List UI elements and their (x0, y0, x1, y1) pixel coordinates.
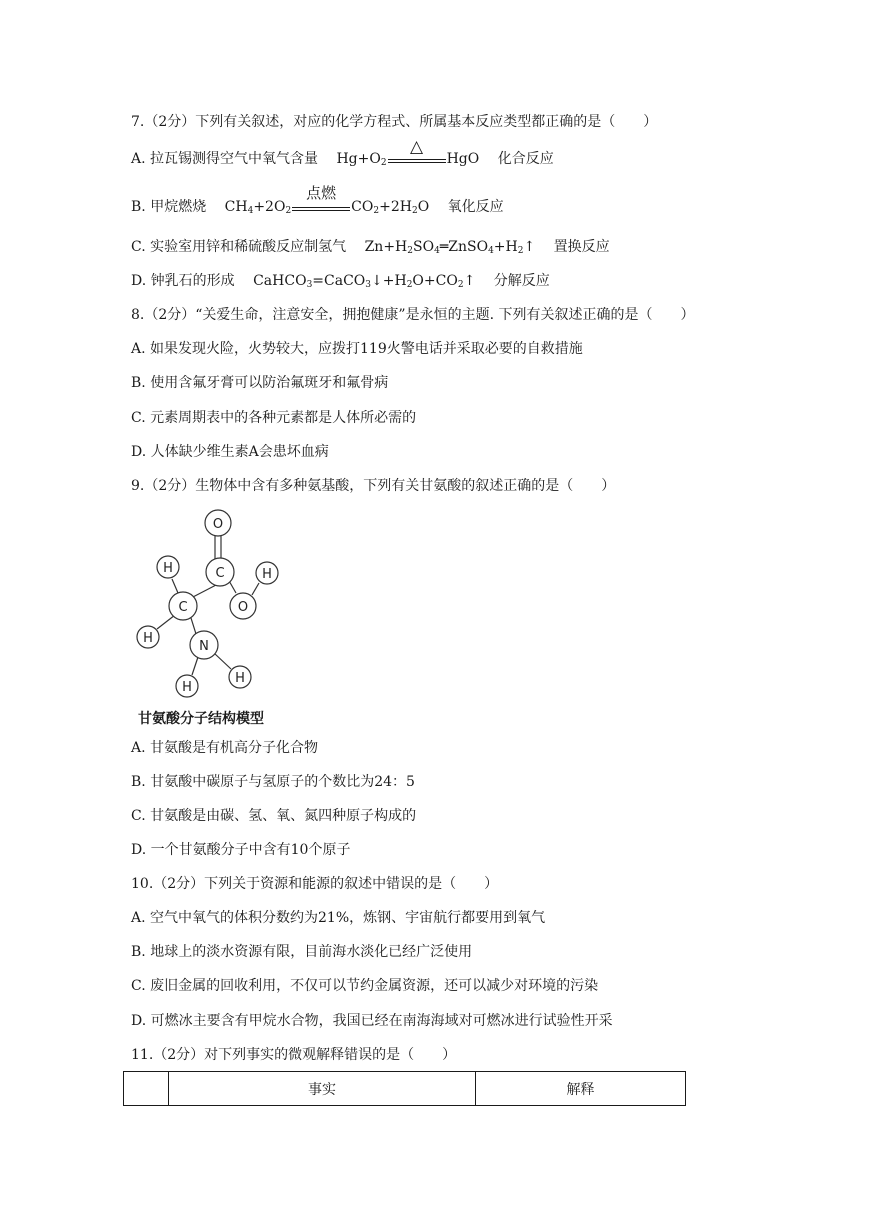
q8-stem: 8.（2分）“关爱生命，注意安全，拥抱健康”是永恒的主题. 下列有关叙述正确的是（ ） (131, 307, 695, 323)
svg-text:O: O (237, 600, 249, 615)
table-header-explanation: 解释 (476, 1072, 686, 1106)
q7-b-eq-1: CH (224, 199, 248, 215)
q7-d-sub-2: 3 (365, 280, 372, 290)
q7-a-rhs: HgO (446, 151, 480, 167)
q10-option-b: B. 地球上的淡水资源有限，目前海水淡化已经广泛使用 (131, 944, 473, 960)
atom-h-bottom-right (229, 666, 251, 688)
table-header-fact: 事实 (169, 1072, 476, 1106)
q7-c-reaction-type: 置换反应 (553, 239, 610, 255)
svg-text:H: H (163, 561, 173, 576)
q11-table (123, 1071, 686, 1106)
svg-text:N: N (199, 639, 209, 654)
q7-c-text: C. 实验室用锌和稀硫酸反应制氢气 (131, 239, 347, 255)
q10-option-c: C. 废旧金属的回收利用，不仅可以节约金属资源，还可以减少对环境的污染 (131, 978, 599, 994)
q7-d-sub-1: 3 (306, 280, 313, 290)
molecule-caption: 甘氨酸分子结构模型 (138, 711, 264, 727)
q8-option-d: D. 人体缺少维生素A会患坏血病 (131, 444, 329, 460)
q7-d-sub-4: 2 (457, 280, 464, 290)
q7-c-eq-1: Zn+H (364, 239, 408, 255)
q7-b-eq-2: +2O (253, 199, 286, 215)
q7-b-text: B. 甲烷燃烧 (131, 199, 207, 215)
q7-c-eq-4: +H (493, 239, 518, 255)
q7-option-d (131, 272, 550, 290)
q7-stem: 7.（2分）下列有关叙述，对应的化学方程式、所属基本反应类型都正确的是（ ） (131, 114, 658, 130)
q9-option-c: C. 甘氨酸是由碳、氢、氧、氮四种原子构成的 (131, 808, 417, 824)
q7-a-text: A. 拉瓦锡测得空气中氧气含量 (131, 151, 319, 167)
q7-c-eq-3: ═ZnSO (439, 239, 489, 255)
q7-b-condition (292, 184, 350, 216)
atom-n (190, 631, 218, 659)
svg-text:C: C (215, 566, 225, 581)
q7-d-eq-3: ↓+H (371, 273, 407, 289)
q7-d-eq-5: ↑ (463, 273, 476, 289)
atom-c-carboxyl (206, 558, 234, 586)
atom-o-hydroxyl (230, 593, 256, 619)
q7-b-eq-5: O (417, 199, 430, 215)
q7-d-reaction-type: 分解反应 (493, 273, 550, 289)
q7-c-sub-2: 4 (434, 246, 440, 256)
svg-text:O: O (212, 517, 224, 532)
q7-option-c (131, 238, 610, 256)
q9-option-b: B. 甘氨酸中碳原子与氢原子的个数比为24：5 (131, 774, 415, 790)
q7-c-eq-5: ↑ (523, 239, 536, 255)
q7-d-eq-4: O+CO (412, 273, 458, 289)
q11-stem: 11.（2分）对下列事实的微观解释错误的是（ ） (131, 1047, 457, 1063)
q10-option-a: A. 空气中氧气的体积分数约为21%，炼钢、宇宙航行都要用到氧气 (131, 910, 546, 926)
atom-h-upper-left (157, 556, 179, 578)
ignite-label: 点燃 (306, 184, 337, 202)
q7-b-reaction-type: 氧化反应 (447, 199, 504, 215)
table-header-row (124, 1072, 686, 1106)
q7-option-a (131, 137, 554, 168)
svg-text:H: H (235, 671, 245, 686)
q7-b-eq-4: +2H (379, 199, 412, 215)
heat-symbol: △ (410, 137, 424, 157)
q7-d-eq-1: CaHCO (253, 273, 307, 289)
q7-a-reaction-type: 化合反应 (497, 151, 554, 167)
q7-c-sub-1: 2 (407, 246, 413, 256)
svg-text:H: H (143, 631, 153, 646)
q8-option-a: A. 如果发现火险，火势较大，应拨打119火警电话并采取必要的自救措施 (131, 341, 583, 357)
q7-d-text: D. 钟乳石的形成 (131, 273, 235, 289)
q10-stem: 10.（2分）下列关于资源和能源的叙述中错误的是（ ） (131, 876, 499, 892)
svg-text:H: H (262, 567, 272, 582)
q7-a-lhs: Hg+O (336, 151, 381, 167)
q7-c-eq-2: SO (413, 239, 435, 255)
q7-c-sub-3: 4 (488, 246, 494, 256)
q8-option-c: C. 元素周期表中的各种元素都是人体所必需的 (131, 410, 417, 426)
q7-c-sub-4: 2 (517, 246, 524, 256)
svg-text:C: C (178, 600, 188, 615)
q10-option-d: D. 可燃冰主要含有甲烷水合物，我国已经在南海海域对可燃冰进行试验性开采 (131, 1013, 613, 1029)
atom-c-alpha (169, 592, 197, 620)
glycine-molecule-model (128, 505, 288, 705)
q7-a-condition (388, 137, 446, 168)
q7-a-sub: 2 (380, 158, 387, 168)
q7-b-sub-1: 4 (247, 206, 254, 216)
q7-b-sub-2: 2 (285, 206, 292, 216)
q7-b-sub-4: 2 (411, 206, 418, 216)
q9-stem: 9.（2分）生物体中含有多种氨基酸，下列有关甘氨酸的叙述正确的是（ ） (131, 478, 616, 494)
q7-b-eq-3: CO (351, 199, 374, 215)
atom-h-bottom-left (176, 675, 198, 697)
atom-h-right (256, 562, 278, 584)
q9-option-a: A. 甘氨酸是有机高分子化合物 (131, 740, 319, 756)
q7-d-sub-3: 2 (406, 280, 413, 290)
q7-b-sub-3: 2 (373, 206, 380, 216)
atom-o-top (205, 510, 231, 536)
q8-option-b: B. 使用含氟牙膏可以防治氟斑牙和氟骨病 (131, 375, 389, 391)
q7-d-eq-2: =CaCO (312, 273, 366, 289)
svg-text:H: H (182, 680, 192, 695)
q9-option-d: D. 一个甘氨酸分子中含有10个原子 (131, 842, 351, 858)
table-header-index (124, 1072, 169, 1106)
atom-h-left (137, 626, 159, 648)
q7-option-b (131, 184, 504, 216)
